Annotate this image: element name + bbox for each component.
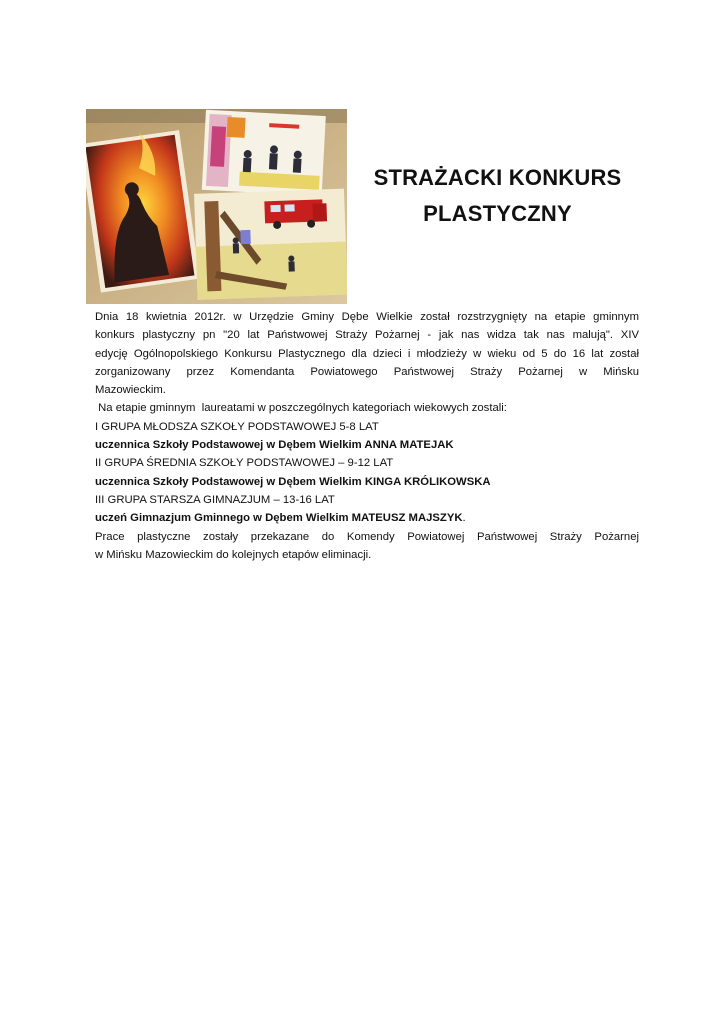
- group-3-heading: III GRUPA STARSZA GIMNAZJUM – 13-16 LAT: [95, 493, 335, 506]
- group-3-winner-line: [95, 509, 639, 527]
- intro-line-4: zorganizowany przez Komendanta Powiatowego Państwowej Straży Pożarnej w Mińsku: [95, 365, 639, 378]
- page-title-line-1: STRAŻACKI KONKURS: [373, 165, 622, 190]
- closing-line-1: Prace plastyczne zostały przekazane do Komendy Powiatowej Państwowej Straży Pożarnej: [95, 530, 639, 543]
- children-drawings-photo: [86, 109, 347, 304]
- laureates-intro: Na etapie gminnym laureatami w poszczególnych kategoriach wiekowych zostali:: [95, 402, 507, 415]
- group-1-heading: I GRUPA MŁODSZA SZKOŁY PODSTAWOWEJ 5-8 LAT: [95, 420, 379, 433]
- intro-line-1: Dnia 18 kwietnia 2012r. w Urzędzie Gminy Dębe Wielkie został rozstrzygnięty na etapie gminnym: [95, 311, 639, 323]
- group-2-winner: uczennica Szkoły Podstawowej w Dębem Wielkim KINGA KRÓLIKOWSKA: [95, 475, 491, 488]
- intro-line-3: edycję Ogólnopolskiego Konkursu Plastycznego dla dzieci i młodzieży w wieku od 5 do 16 lat został: [95, 347, 639, 360]
- intro-line-2: konkurs plastyczny pn "20 lat Państwowej Straży Pożarnej - jak nas widza tak nas malują". XIV: [95, 329, 639, 342]
- intro-line-5: Mazowieckim.: [95, 384, 166, 397]
- group-1-winner: uczennica Szkoły Podstawowej w Dębem Wielkim ANNA MATEJAK: [95, 439, 454, 452]
- article-body: [95, 308, 639, 564]
- group-3-winner-end: .: [462, 512, 466, 525]
- closing-line-2: w Mińsku Mazowieckim do kolejnych etapów eliminacji.: [95, 548, 372, 561]
- photo-illustration: [86, 109, 347, 304]
- page-title-line-2: PLASTYCZNY: [423, 201, 572, 226]
- group-3-winner: uczeń Gimnazjum Gminnego w Dębem Wielkim MATEUSZ MAJSZYK: [95, 512, 463, 525]
- group-2-heading: II GRUPA ŚREDNIA SZKOŁY PODSTAWOWEJ – 9-12 LAT: [95, 457, 394, 470]
- page-title: [360, 160, 635, 232]
